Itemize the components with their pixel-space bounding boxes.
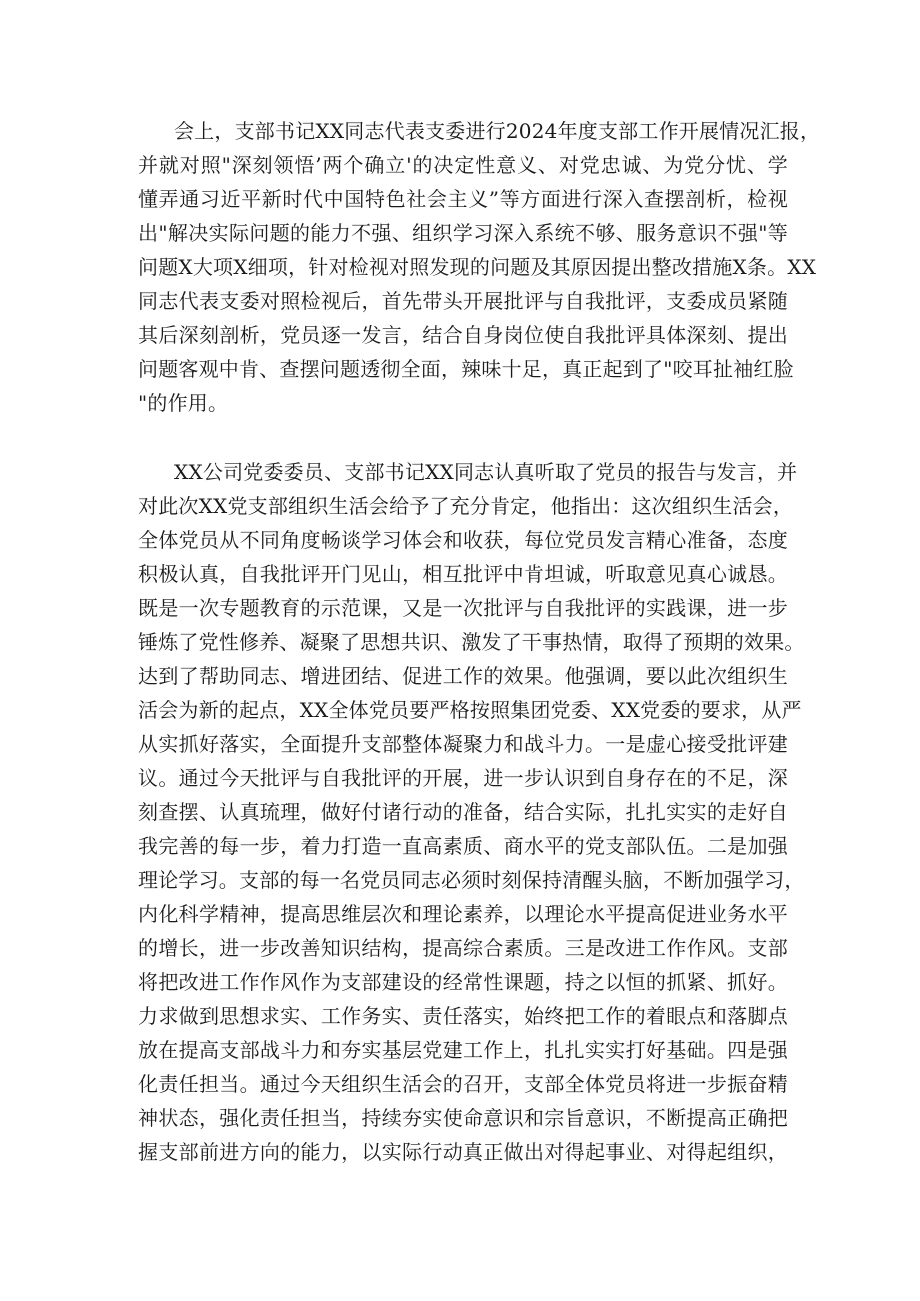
text-line: 问题客观中肯、查摆问题透彻全面，辣味十足，真正起到了"咬耳扯袖红脸 — [138, 357, 794, 381]
paragraph-meeting-report — [138, 114, 821, 420]
text-line: 并就对照"深刻领悟’两个确立'的决定性意义、对党忠诚、为党分忧、学 — [138, 153, 788, 177]
text-line: 从实抓好落实，全面提升支部整体凝聚力和战斗力。一是虚心接受批评建 — [138, 732, 788, 756]
text-line: 积极认真，自我批评开门见山，相互批评中肯坦诚，听取意见真心诚恳。 — [138, 562, 788, 586]
paragraph-secretary-remarks — [138, 455, 805, 1169]
text-line: 力求做到思想求实、工作务实、责任落实，始终把工作的着眼点和落脚点 — [138, 1004, 788, 1028]
text-line: 锤炼了党性修养、凝聚了思想共识、激发了干事热情，取得了预期的效果。 — [138, 630, 805, 654]
text-line: XX公司党委委员、支部书记XX同志认真听取了党员的报告与发言，并 — [174, 460, 798, 484]
text-line: 其后深刻剖析，党员逐一发言，结合自身岗位使自我批评具体深刻、提出 — [138, 323, 788, 347]
text-line: 将把改进工作作风作为支部建设的经常性课题，持之以恒的抓紧、抓好。 — [138, 970, 788, 994]
text-line: 出"解决实际问题的能力不强、组织学习深入系统不够、服务意识不强"等 — [138, 221, 788, 245]
text-line: 放在提高支部战斗力和夯实基层党建工作上，扎扎实实打好基础。四是强 — [138, 1038, 788, 1062]
text-line: 同志代表支委对照检视后，首先带头开展批评与自我批评，支委成员紧随 — [138, 289, 788, 313]
text-line: 的增长，进一步改善知识结构，提高综合素质。三是改进工作作风。支部 — [138, 936, 788, 960]
text-line: 化责任担当。通过今天组织生活会的召开，支部全体党员将进一步振奋精 — [138, 1072, 788, 1096]
text-line: 会上，支部书记XX同志代表支委进行2024年度支部工作开展情况汇报， — [174, 119, 821, 143]
text-line: 议。通过今天批评与自我批评的开展，进一步认识到自身存在的不足，深 — [138, 766, 788, 790]
text-line: 活会为新的起点，XX全体党员要严格按照集团党委、XX党委的要求，从严 — [138, 698, 802, 722]
text-line: 刻查摆、认真琉理，做好付诸行动的准备，结合实际，扎扎实实的走好自 — [138, 800, 788, 824]
text-line: 内化科学精神，提高思维层次和理论素养，以理论水平提高促进业务水平 — [138, 902, 788, 926]
text-line: "的作用。 — [138, 391, 229, 415]
text-line: 既是一次专题教育的示范课，又是一次批评与自我批评的实践课，进一步 — [138, 596, 788, 620]
text-line: 我完善的每一步，着力打造一直高素质、商水平的党支部队伍。二是加强 — [138, 834, 788, 858]
text-line: 懂弄通习近平新时代中国特色社会主义”等方面进行深入查摆剖析，检视 — [138, 187, 788, 211]
text-line: 问题X大项X细项，针对检视对照发现的问题及其原因提出整改措施X条。XX — [138, 255, 817, 279]
text-line: 神状态，强化责任担当，持续夯实使命意识和宗旨意识，不断提高正确把 — [138, 1106, 788, 1130]
text-line: 达到了帮助同志、增进团结、促进工作的效果。他强调，要以此次组织生 — [138, 664, 788, 688]
text-line: 握支部前进方向的能力，以实际行动真正做出对得起事业、对得起组织， — [138, 1140, 788, 1164]
text-line: 理论学习。支部的每一名党员同志必须时刻保持清醒头脑，不断加强学习， — [138, 868, 805, 892]
text-line: 对此次XX党支部组织生活会给予了充分肯定，他指出：这次组织生活会， — [138, 494, 794, 518]
text-line: 全体党员从不同角度畅谈学习体会和收获，每位党员发言精心准备，态度 — [138, 528, 788, 552]
